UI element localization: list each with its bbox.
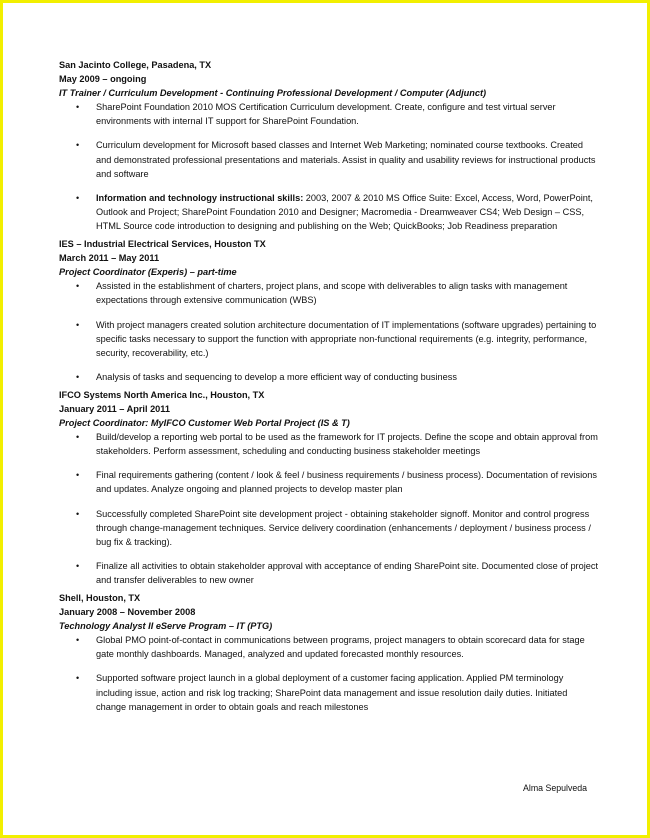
- list-item: [59, 318, 599, 360]
- list-item: [59, 191, 599, 233]
- list-item: [59, 100, 599, 128]
- employer-heading: San Jacinto College, Pasadena, TX: [59, 60, 212, 70]
- job-entry: [59, 388, 599, 587]
- footer-name: Alma Sepulveda: [523, 783, 588, 793]
- bullet-text: Analysis of tasks and sequencing to develop a more efficient way of conducting business: [96, 371, 457, 382]
- bullet-icon: •: [76, 432, 80, 443]
- employer-heading: Shell, Houston, TX: [59, 593, 141, 603]
- responsibility-list: [59, 430, 599, 587]
- job-dates: January 2011 – April 2011: [59, 403, 171, 414]
- bullet-text: SharePoint Foundation 2010 MOS Certification Curriculum development. Create, configure and test virtual server environments with internal IT support for SharePoint Foundation.: [96, 102, 556, 127]
- job-dates: January 2008 – November 2008: [59, 607, 196, 618]
- bullet-icon: •: [76, 371, 80, 382]
- responsibility-list: [59, 279, 599, 384]
- bullet-icon: •: [76, 281, 80, 292]
- bullet-icon: •: [76, 102, 80, 113]
- job-entry: [59, 237, 599, 384]
- bullet-icon: •: [76, 319, 80, 330]
- bullet-icon: •: [76, 192, 80, 203]
- bullet-text: Curriculum development for Microsoft based classes and Internet Web Marketing; nominated course textbooks. Created and demonstrated professional presentations and materials. Assist in quality and usability reviews for instructional products and software: [96, 140, 596, 179]
- bullet-icon: •: [76, 560, 80, 571]
- bullet-icon: •: [76, 635, 80, 646]
- bullet-text: Build/develop a reporting web portal to be used as the framework for IT projects. Define the scope and obtain approval from stakeholders. Perform assessment, scheduling and conducting business stakeholder meetings: [96, 432, 598, 457]
- bullet-icon: •: [76, 508, 80, 519]
- bullet-text: Successfully completed SharePoint site development project - obtaining stakeholder signoff. Monitor and control progress through change-management techniques. Service delivery coordination (enhancements / deployment / business process / bug fix & tracking).: [96, 508, 591, 547]
- job-role: Project Coordinator (Experis) – part-time: [59, 267, 237, 278]
- list-item: [59, 507, 599, 549]
- bullet-text: 2003, 2007 & 2010 MS Office Suite: Excel, Access, Word, PowerPoint, Outlook and Project; SharePoint Foundation 2010 and Designer; Macromedia - Dreamweaver CS4; Web Design – CSS, HTML Source code introduction to designing and publishing on the Web; QuickBooks; Job Readiness preparation: [96, 192, 593, 231]
- list-item: [59, 671, 599, 713]
- employer-heading: IES – Industrial Electrical Services, Houston TX: [59, 239, 266, 250]
- bullet-text: Final requirements gathering (content / look & feel / business requirements / business process). Documentation of revisions and updates. Analyze ongoing and planned projects to develop master plan: [96, 470, 597, 495]
- list-item: [59, 138, 599, 180]
- list-item: [59, 430, 599, 458]
- bullet-icon: •: [76, 470, 80, 481]
- bullet-text: Assisted in the establishment of charters, project plans, and scope with deliverables to align tasks with management expectations through extensive communication (WBS): [96, 281, 568, 306]
- job-role: Project Coordinator: MyIFCO Customer Web Portal Project (IS & T): [59, 418, 350, 429]
- job-role: Technology Analyst II eServe Program – IT (PTG): [59, 621, 273, 632]
- job-dates: March 2011 – May 2011: [59, 253, 160, 264]
- bullet-label: Information and technology instructional skills:: [96, 192, 304, 203]
- bullet-text: With project managers created solution architecture documentation of IT implementations (software upgrades) pertaining to specific tasks necessary to support the function with appropriate non-functional requirements (e.g. integrity, performance, security, recoverability, etc.): [96, 319, 597, 358]
- bullet-text: Global PMO point-of-contact in communications between programs, project managers to obtain scorecard data for stage gate monthly dashboards. Managed, analyzed and updated forecasted monthly resources.: [96, 635, 585, 660]
- bullet-icon: •: [76, 673, 80, 684]
- job-entry: [59, 58, 599, 233]
- experience-section: [59, 58, 599, 714]
- resume-page: [59, 58, 599, 718]
- job-dates: May 2009 – ongoing: [59, 74, 147, 85]
- list-item: [59, 633, 599, 661]
- list-item: [59, 370, 599, 384]
- job-role: IT Trainer / Curriculum Development - Continuing Professional Development / Computer (Adjunct): [59, 88, 487, 99]
- list-item: [59, 468, 599, 496]
- bullet-icon: •: [76, 140, 80, 151]
- employer-heading: IFCO Systems North America Inc., Houston, TX: [59, 389, 265, 400]
- responsibility-list: [59, 633, 599, 713]
- job-entry: [59, 591, 599, 714]
- list-item: [59, 559, 599, 587]
- bullet-text: Supported software project launch in a global deployment of a customer facing application. Applied PM terminology including issue, action and risk log tracking; SharePoint data management and issue resolution daily duties. Initiated change management in order to obtain goals and reach milestones: [96, 673, 568, 712]
- list-item: [59, 279, 599, 307]
- bullet-text: Finalize all activities to obtain stakeholder approval with acceptance of ending SharePoint site. Documented close of project and transfer deliverables to new owner: [96, 560, 599, 585]
- responsibility-list: [59, 100, 599, 233]
